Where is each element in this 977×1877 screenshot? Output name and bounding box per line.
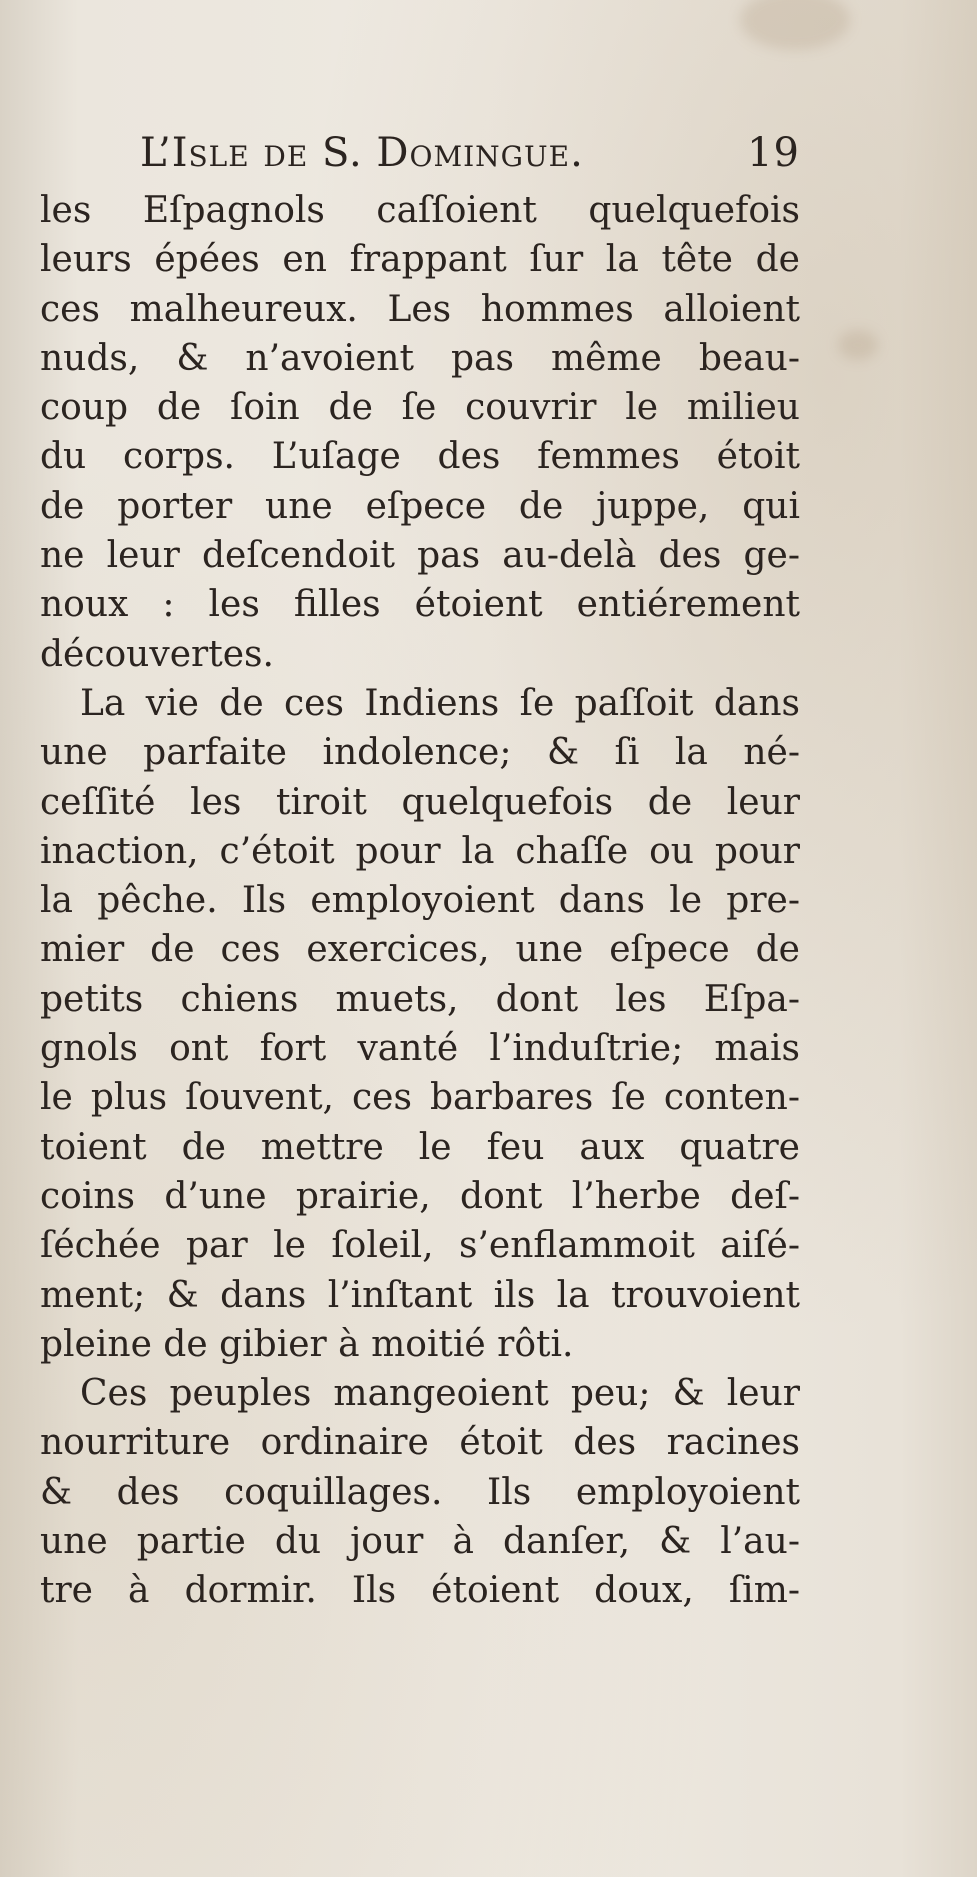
text-line: une parfaite indolence; & ſi la né- [40,732,800,774]
paragraph-1 [40,186,800,679]
text-line: gnols ont fort vanté l’induſtrie; mais [40,1028,800,1070]
text-line: inaction, c’étoit pour la chaſſe ou pour [40,830,800,872]
paragraph-3 [40,1369,800,1615]
text-line: la pêche. Ils employoient dans le pre- [40,880,800,922]
text-line: Ces peuples mangeoient peu; & leur [80,1373,800,1415]
text-line: découvertes. [40,633,274,675]
text-line: de porter une eſpece de juppe, qui [40,485,800,527]
text-line: noux : les filles étoient entiérement [40,584,800,626]
page-number: 19 [747,130,800,176]
text-line: ne leur deſcendoit pas au-delà des ge- [40,535,800,577]
text-line: ceſſité les tiroit quelquefois de leur [40,781,800,823]
paper-stain [838,330,878,360]
text-line: coins d’une prairie, dont l’herbe deſ- [40,1175,800,1217]
text-line: ment; & dans l’inſtant ils la trouvoient [40,1274,800,1316]
text-block [40,130,800,1616]
text-line: nourriture ordinaire étoit des racines [40,1422,800,1464]
text-line: petits chiens muets, dont les Eſpa- [40,978,800,1020]
text-line: pleine de gibier à moitié rôti. [40,1323,574,1365]
running-head [40,130,800,186]
text-line: les Eſpagnols caſſoient quelquefois [40,190,800,231]
text-line: leurs épées en frappant ſur la tête de [40,239,800,281]
text-line: ſéchée par le ſoleil, s’enflammoit aiſé- [40,1225,800,1267]
text-line: nuds, & n’avoient pas même beau- [40,337,800,379]
text-line: tre à dormir. Ils étoient doux, ſim- [40,1570,800,1612]
text-line: mier de ces exercices, une eſpece de [40,929,800,971]
text-line: toient de mettre le feu aux quatre [40,1126,800,1168]
paper-stain [740,0,850,50]
text-line: une partie du jour à danſer, & l’au- [40,1521,800,1563]
text-line: du corps. L’uſage des femmes étoit [40,436,800,478]
text-line: & des coquillages. Ils employoient [40,1471,800,1513]
text-line: La vie de ces Indiens ſe paſſoit dans [80,682,800,724]
text-line: ces malheureux. Les hommes alloient [40,288,800,330]
text-line: coup de ſoin de ſe couvrir le milieu [40,387,800,429]
text-line: le plus ſouvent, ces barbares ſe conten- [40,1077,800,1119]
running-head-title: L’Isle de S. Domingue. [140,130,584,176]
paragraph-2 [40,679,800,1369]
